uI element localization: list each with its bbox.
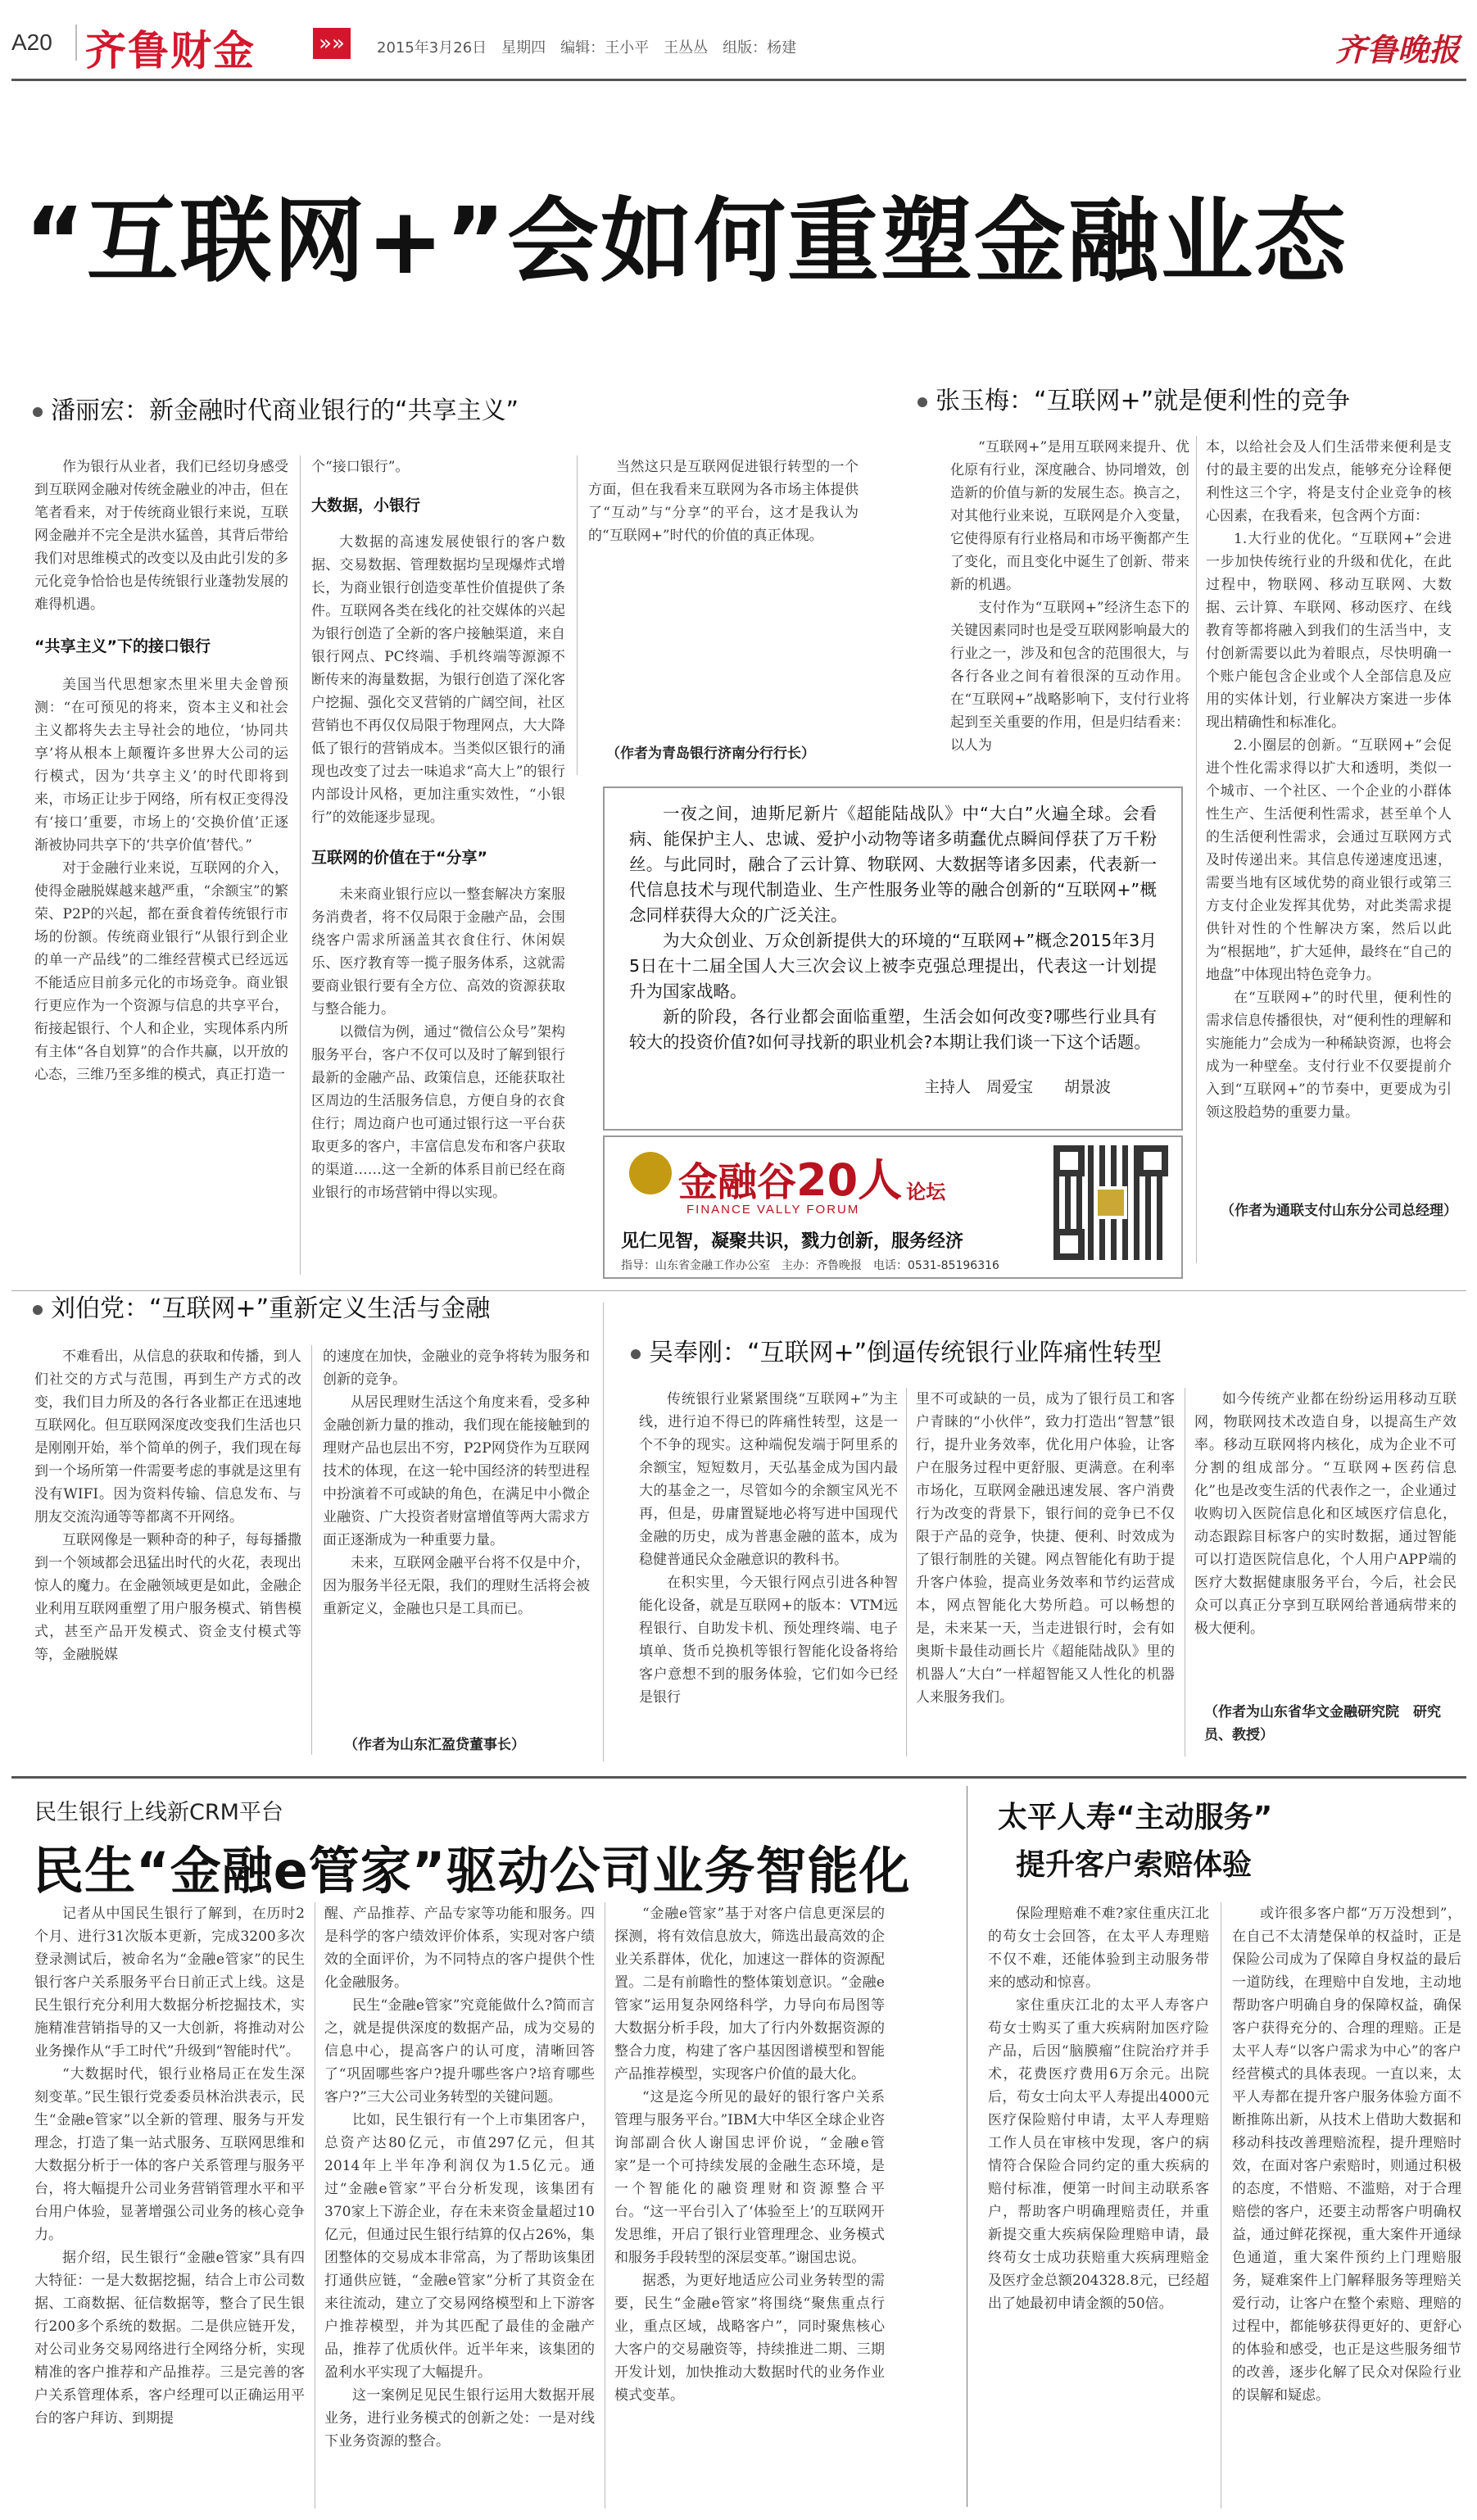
section-arrow-box <box>313 28 351 59</box>
paragraph: 互联网像是一颗种奇的种子，每每播撒到一个领域都会迅猛出时代的火花，表现出惊人的魔力。在金融领域更是如此，金融企业利用互联网重塑了用户服务模式、销售模式，甚至产品开发模式、资金支付模式等等，金融脱媒 <box>34 1532 301 1663</box>
paragraph: 比如，民生银行有一个上市集团客户，总资产达80亿元，市值297亿元，但其2014年上半年净利润仅为1.5亿元。通过“金融e管家”平台分析发现，该集团有370家上下游企业，存在未来资金量超过10亿元，但通过民生银行结算的仅占26%，集团整体的交易成本非常高，为了帮助该集团打通供应链，“金融e管家”分析了其资金在来往流动，建立了交易网络模型和上下游客户推荐模型，并为其匹配了最佳的金融产品，推荐了优质伙伴。近半年来，该集团的盈利水平实现了大幅提升。 <box>324 2112 595 2381</box>
paragraph: 美国当代思想家杰里米里夫金曾预测：“在可预见的将来，资本主义和社会主义都将失去主导社会的地位，‘协同共享’将从根本上颠覆许多世界大公司的运行模式，因为‘共享主义’的时代即将到来，市场正让步于网络，所有权正变得没有‘接口’重要，市场上的‘交换价值’正逐渐被协同共享下的‘共享价值’替代。” <box>34 677 288 854</box>
article-2-title: 张玉梅：“互联网+”就是便利性的竞争 <box>917 385 1350 418</box>
column-rule <box>906 1388 907 1756</box>
section-name: 齐鲁财金 <box>85 27 256 75</box>
column-rule <box>311 1345 312 1755</box>
paragraph: 从居民理财生活这个角度来看，受多种金融创新力量的推动，我们现在能接触到的理财产品也层出不穷，P2P网贷作为互联网技术的体现，在这一轮中国经济的转型进程中扮演着不可或缺的角色，在满足中小微企业融资、广大投资者财富增值等两大需求方面正逐渐成为一种重要力量。 <box>323 1394 590 1548</box>
brand-logo: 齐鲁晚报 <box>1335 31 1461 68</box>
paragraph: 醒、产品推荐、产品专家等功能和服务。四是科学的客户绩效评价体系，实现对客户绩效的全面评价，为不同特点的客户提供个性化金融服务。 <box>324 1906 595 1991</box>
paragraph: 里不可或缺的一员，成为了银行员工和客户青睐的“小伙伴”，致力打造出“智慧”银行，提升业务效率，优化用户体验，让客户在服务过程中更舒服、更满意。在利率市场化，互联网金融迅速发展、客户消费行为改变的背景下，银行间的竞争已不仅限于产品的竞争，快捷、便利、时效成为了银行制胜的关键。网点智能化有助于提升客户体验，提高业务效率和节约运营成本，网点智能化大势所趋。可以畅想的是，未来某一天，当走进银行时，会有如奥斯卡最佳动画长片《超能陆战队》里的机器人“大白”一样超智能又人性化的机器人来服务我们。 <box>916 1391 1175 1706</box>
ad-brand-cn: 金融谷 <box>678 1159 797 1205</box>
paragraph: 本，以给社会及人们生活带来便利是支付的最主要的出发点，能够充分诠释便利性这三个字，将是支付企业竞争的核心因素，在我看来，包含两个方面： <box>1206 439 1452 524</box>
paragraph: 记者从中国民生银行了解到，在历时2个月、进行31次版本更新，完成3200多次登录测试后，被命名为“金融e管家”的民生银行客户关系服务平台日前正式上线。这是民生银行充分利用大数据分析挖掘技术，实施精准营销指导的又一大创新，将推动对公业务操作从“手工时代”升级到“智能时代”。 <box>34 1906 305 2060</box>
paragraph: 未来，互联网金融平台将不仅是中介，因为服务半径无限，我们的理财生活将会被重新定义，金融也只是工具而已。 <box>323 1555 590 1617</box>
article-1-col-3 <box>588 456 859 726</box>
paragraph: 的速度在加快，金融业的竞争将转为服务和创新的竞争。 <box>323 1348 590 1388</box>
article-6-col-1 <box>988 1902 1209 2509</box>
bullet-dot-icon <box>33 1305 43 1315</box>
section-divider <box>11 1776 1466 1779</box>
intro-paragraph: 一夜之间，迪斯尼新片《超能陆战队》中“大白”火遍全球。会看病、能保护主人、忠诚、爱护小动物等诸多萌蠢优点瞬间俘获了万千粉丝。与此同时，融合了云计算、物联网、大数据等诸多因素，代表新一代信息技术与现代制造业、生产性服务业等的融合创新的“互联网+”概念同样获得大众的广泛关注。 <box>629 804 1157 925</box>
paragraph: 个“接口银行”。 <box>311 459 410 475</box>
ad-brand-num: 20人 <box>796 1154 903 1206</box>
intro-text <box>629 801 1157 1059</box>
article-5-col-3 <box>614 1902 885 2509</box>
paragraph: “大数据时代，银行业格局正在发生深刻变革。”民生银行党委委员林治洪表示，民生“金融e管家”以全新的管理、服务与开发理念，打造了集一站式服务、互联网思维和大数据分析于一体的客户关系管理与服务平台，将大幅提升公司业务营销管理水平和平台用户体验，显著增强公司业务的核心竞争力。 <box>34 2066 305 2243</box>
intro-hosts: 主持人 周爱宝 胡景波 <box>924 1078 1112 1096</box>
paragraph: 2.小圈层的创新。“互联网+”会促进个性化需求得以扩大和透明，类似一个城市、一个社区、一个企业的小群体性生产、生活便利性需求，甚至单个人的生活便利性需求，会通过互联网方式及时传递出来。其信息传递速度迅速，需要当地有区域优势的商业银行或第三方支付企业发挥其优势，对此类需求提供针对性的个性解决方案，然后以此为“根据地”，扩大延伸，最终在“自己的地盘”中体现出特色竞争力。 <box>1206 737 1452 983</box>
paragraph: 对于金融行业来说，互联网的介入，使得金融脱媒越来越严重，“余额宝”的繁荣、P2P的兴起，都在蚕食着传统银行市场的份额。传统商业银行“从银行到企业的单一产品线”的二维经营模式已经远远不能适应目前多元化的市场竞争。商业银行更应作为一个资源与信息的共享平台，衔接起银行、个人和企业，实现体系内所有主体“各自划算”的合作共赢，以开放的心态，三维乃至多维的模式，真正打造一 <box>34 860 288 1083</box>
paragraph: 或许很多客户都“万万没想到”，在自己不太清楚保单的权益时，正是保险公司成为了保障自身权益的最后一道防线，在理赔中自发地，主动地帮助客户明确自身的保障权益，确保客户获得充分的、合理的理赔。正是太平人寿“以客户需求为中心”的客户经营模式的具体表现。一直以来，太平人寿都在提升客户服务体验方面不断推陈出新，从技术上借助大数据和移动科技改善理赔流程，提升理赔时效，在面对客户索赔时，则通过积极的态度，不惜赔、不滥赔，对于合理赔偿的客户，还要主动帮客户明确权益，通过鲜花探视，重大案件开通绿色通道，重大案件预约上门理赔服务，疑难案件上门解释服务等理赔关爱行动，让客户在整个索赔、理赔的过程中，都能够获得更好的、更舒心的体验和感受，也正是这些服务细节的改善，逐步化解了民众对保险行业的误解和疑虑。 <box>1232 1906 1461 2404</box>
section-divider <box>11 1290 1466 1291</box>
article-4-col-3 <box>1194 1388 1457 1691</box>
article-5-title: 民生“金融e管家”驱动公司业务智能化 <box>33 1841 911 1901</box>
article-1-col-2 <box>311 456 565 1275</box>
article-1-byline: （作者为青岛银行济南分行行长） <box>606 746 815 762</box>
paragraph: 作为银行从业者，我们已经切身感受到互联网金融对传统金融业的冲击，但在笔者看来，对于传统商业银行来说，互联网金融并不完全是洪水猛兽，其背后带给我们对思维模式的改变以及由此引发的多元化竞争恰恰也是传统银行业蓬勃发展的难得机遇。 <box>34 459 288 613</box>
chevron-right-icon: »» <box>319 31 345 56</box>
paragraph: 支付作为“互联网+”经济生态下的关键因素同时也是受互联网影响最大的行业之一，涉及和包含的范围很大，与各行各业之间有着很深的互动作用。在“互联网+”战略影响下，支付行业将起到至关重要的作用，但是归结看来：以人为 <box>950 600 1189 754</box>
article-6-title-line-2: 提升客户索赔体验 <box>1016 1848 1253 1882</box>
paragraph: 保险理赔难不难?家住重庆江北的苟女士会回答，在太平人寿理赔不仅不难，还能体验到主动服务带来的感动和惊喜。 <box>988 1906 1209 1991</box>
paragraph: 这一案例足见民生银行运用大数据开展业务，进行业务模式的创新之处：一是对线下业务资源的整合。 <box>324 2387 595 2450</box>
article-4-byline: （作者为山东省华文金融研究院 研究员、教授） <box>1204 1704 1441 1743</box>
article-4-col-2 <box>916 1388 1175 1756</box>
article-4-col-1 <box>639 1388 898 1756</box>
article-1-col-1 <box>34 456 288 1275</box>
subheading: 互联网的价值在于“分享” <box>311 849 487 867</box>
paragraph: 在积实里，今天银行网点引进各种智能化设备，就是互联网+的版本：VTM远程银行、自助发卡机、预处理终端、电子填单、货币兑换机等银行智能化设备将给客户意想不到的服务体验，它们如今已经是银行 <box>639 1575 898 1706</box>
article-3-col-1 <box>34 1345 301 1755</box>
column-rule <box>1196 436 1197 1263</box>
paragraph: “金融e管家”基于对客户信息更深层的探测，将有效信息放大，筛选出最高效的企业关系群体，优化，加速这一群体的资源配置。二是有前瞻性的整体策划意识。“金融e管家”运用复杂网络科学，力导向布局图等大数据分析手段，加大了行内外数据资源的整合力度，构建了客户基因图谱模型和智能产品推荐模型，实现客户价值的最大化。 <box>614 1906 885 2083</box>
paragraph: 据悉，为更好地适应公司业务转型的需要，民生“金融e管家”将围绕“聚焦重点行业，重点区域，战略客户”，同时聚焦核心大客户的交易融资等，持续推进二期、三期开发计划，加快推动大数据时代的业务作业模式变革。 <box>614 2273 885 2404</box>
paragraph: 在“互联网+”的时代里，便利性的需求信息传播很快，对“便利性的理解和实施能力”会成为一种稀缺资源，也将会成为一种壁垒。支付行业不仅要提前介入到“互联网+”的节奏中，更要成为引领这股趋势的重要力量。 <box>1206 990 1452 1121</box>
ad-logo-text <box>678 1145 946 1208</box>
column-rule <box>577 456 578 775</box>
issue-meta: 2015年3月26日 星期四 编辑：王小平 王丛丛 组版：杨建 <box>377 39 797 57</box>
paragraph: 据介绍，民生银行“金融e管家”具有四大特征：一是大数据挖掘，结合上市公司数据、工商数据、征信数据等，整合了民生银行200多个系统的数据。二是供应链开发，对公司业务交易网络进行全网络分析，实现精准的客户推荐和产品推荐。三是完善的客户关系管理体系，客户经理可以正确运用平台的客户拜访、到期提 <box>34 2250 305 2427</box>
article-5-kicker: 民生银行上线新CRM平台 <box>34 1800 283 1825</box>
paragraph: 如今传统产业都在纷纷运用移动互联网，物联网技术改造自身，以提高生产效率。移动互联网将内核化，成为企业不可分割的组成部分。“互联网+医药信息化”也是改变生活的代表作之一，企业通过收购切入医院信息化和区域医疗信息化，动态跟踪目标客户的实时数据，通过智能可以打造医院信息化，个人用户APP端的医疗大数据健康服务平台，今后，社会民众可以真正分享到互联网给普通病带来的极大便利。 <box>1194 1391 1457 1637</box>
page-header <box>0 0 1477 82</box>
paragraph: 民生“金融e管家”究竟能做什么?简而言之，就是提供深度的数据产品，成为交易的信息中心，提高客户的认可度，清晰回答了“巩固哪些客户?提升哪些客户?培育哪些客户?”三大公司业务转型的关键问题。 <box>324 1997 595 2105</box>
ad-logo-mark <box>629 1152 672 1194</box>
article-2-col-2 <box>1206 436 1452 1255</box>
header-divider <box>11 79 1466 81</box>
page-number: A20 <box>11 29 52 55</box>
ad-brand-en: FINANCE VALLY FORUM <box>686 1203 860 1217</box>
main-headline: “互联网+”会如何重塑金融业态 <box>25 188 1348 295</box>
qr-code-icon <box>1053 1145 1168 1260</box>
paragraph: 1.大行业的优化。“互联网+”会进一步加快传统行业的升级和优化，在此过程中，物联网、移动互联网、大数据、云计算、车联网、移动医疗、在线教育等都将融入到我们的生活当中，支付创新需要以此为着眼点，尽快明确一个账户能包含企业或个人全部信息及应用的实体计划，行业解决方案进一步体现出精确性和标准化。 <box>1206 531 1452 731</box>
subheading: “共享主义”下的接口银行 <box>34 637 211 655</box>
paragraph: 家住重庆江北的太平人寿客户苟女士购买了重大疾病附加医疗险产品，后因“脑膜瘤”住院治疗并手术，花费医疗费用6万余元。出院后，苟女士向太平人寿提出4000元医疗保险赔付申请，太平人寿理赔工作人员在审核中发现，客户的病情符合保险合同约定的重大疾病的赔付标准，便第一时间主动联系客户，帮助客户明确理赔责任，并重新提交重大疾病保险理赔申请，最终苟女士成功获赔重大疾病理赔金及医疗金总额204328.8元，已经超出了她最初申请金额的50倍。 <box>988 1997 1209 2312</box>
page-number-divider <box>75 25 77 61</box>
article-5-col-1 <box>34 1902 305 2509</box>
article-1-title: 潘丽宏：新金融时代商业银行的“共享主义” <box>33 395 519 428</box>
paragraph: 以微信为例，通过“微信公众号”架构服务平台，客户不仅可以及时了解到银行最新的金融产品、政策信息，还能获取社区周边的生活服务信息，方便自身的衣食住行；周边商户也可通过银行这一平台获取更多的客户，丰富信息发布和客户获取的渠道……这一全新的体系目前已经在商业银行的市场营销中得以实现。 <box>311 1024 565 1201</box>
article-2-byline: （作者为通联支付山东分公司总经理） <box>1221 1203 1457 1219</box>
article-3-title: 刘伯党：“互联网+”重新定义生活与金融 <box>33 1293 490 1326</box>
intro-box <box>603 786 1183 1131</box>
intro-paragraph: 为大众创业、万众创新提供大的环境的“互联网+”概念2015年3月5日在十二届全国人大三次会议上被李克强总理提出，代表这一计划提升为国家战略。 <box>629 931 1157 1001</box>
article-4-title: 吴奉刚：“互联网+”倒逼传统银行业阵痛性转型 <box>631 1337 1162 1370</box>
bullet-dot-icon <box>33 407 43 417</box>
bullet-dot-icon <box>631 1349 641 1359</box>
ad-footer: 指导：山东省金融工作办公室 主办：齐鲁晚报 电话：0531-85196316 <box>621 1259 999 1272</box>
paragraph: 未来商业银行应以一整套解决方案服务消费者，将不仅局限于金融产品，会围绕客户需求所涵盖其衣食住行、休闲娱乐、医疗教育等一揽子服务体系，这就需要商业银行要有全方位、高效的资源获取与整合能力。 <box>311 886 565 1018</box>
ad-slogan: 见仁见智，凝聚共识，戮力创新，服务经济 <box>621 1231 964 1252</box>
paragraph: 不难看出，从信息的获取和传播，到人们社交的方式与范围，再到生产方式的改变，我们目力所及的各行各业都正在迅速地互联网化。但互联网深度改变我们生活也只是刚刚开始，举个简单的例子，我们现在每到一个场所第一件需要考虑的事就是这里有没有WIFI。因为资料传输、信息发布、与朋友交流沟通等等都离不开网络。 <box>34 1348 301 1525</box>
article-5-col-2 <box>324 1902 595 2509</box>
bullet-dot-icon <box>917 397 927 407</box>
ad-brand-side: 论坛 <box>906 1180 946 1203</box>
column-rule <box>300 456 301 1275</box>
paragraph: 大数据的高速发展使银行的客户数据、交易数据、管理数据均呈现爆炸式增长，为商业银行创造变革性价值提供了条件。互联网各类在线化的社交媒体的兴起为银行创造了全新的客户接触渠道，来自银行网点、PC终端、手机终端等源源不断传来的海量数据，为银行创造了深化客户挖掘、强化交叉营销的广阔空间，社区营销也不再仅仅局限于物理网点，大大降低了银行的营销成本。当类似区银行的涌现也改变了过去一味追求“高大上”的银行内部设计风格，更加注重实效性，“小银行”的效能逐步显现。 <box>311 534 565 826</box>
paragraph: “互联网+”是用互联网来提升、优化原有行业，深度融合、协同增效，创造新的价值与新的发展生态。换言之，对其他行业来说，互联网是介入变量，它使得原有行业格局和市场平衡都产生了变化，而且变化中诞生了创新、带来新的机遇。 <box>950 439 1189 593</box>
paragraph: 传统银行业紧紧围绕“互联网+”为主线，进行迫不得已的阵痛性转型，这是一个不争的现实。这种端倪发端于阿里系的余额宝，短短数月，天弘基金成为国内最大的基金之一，尽管如今的余额宝风光不再，但是，毋庸置疑地必将写进中国现代金融的历史，成为普惠金融的蓝本，成为稳健普通民众金融意识的教科书。 <box>639 1391 898 1568</box>
intro-paragraph: 新的阶段，各行业都会面临重塑，生活会如何改变?哪些行业具有较大的投资价值?如何寻找新的职业机会?本期让我们谈一下这个话题。 <box>629 1007 1157 1052</box>
article-6-col-2 <box>1232 1902 1461 2509</box>
article-6-title-line-1: 太平人寿“主动服务” <box>998 1801 1273 1834</box>
subheading: 大数据，小银行 <box>311 496 421 514</box>
paragraph: 当然这只是互联网促进银行转型的一个方面，但在我看来互联网为各市场主体提供了“互动”与“分享”的平台，这才是我认为的“互联网+”时代的价值的真正体现。 <box>588 459 859 544</box>
article-3-col-2 <box>323 1345 590 1730</box>
column-rule <box>603 1303 604 1761</box>
forum-ad <box>603 1135 1183 1279</box>
article-2-col-1 <box>950 436 1189 780</box>
paragraph: “这是迄今所见的最好的银行客户关系管理与服务平台。”IBM大中华区全球企业咨询部副合伙人谢国忠评价说，“金融e管家”是一个可持续发展的金融生态环境，是一个智能化的融资理财和资源整合平台。“这一平台引入了‘体验至上’的互联网开发思维，开启了银行业管理理念、业务模式和服务手段转型的深层变革。”谢国忠说。 <box>614 2089 885 2266</box>
article-3-byline: （作者为山东汇盈贷董事长） <box>344 1737 525 1753</box>
